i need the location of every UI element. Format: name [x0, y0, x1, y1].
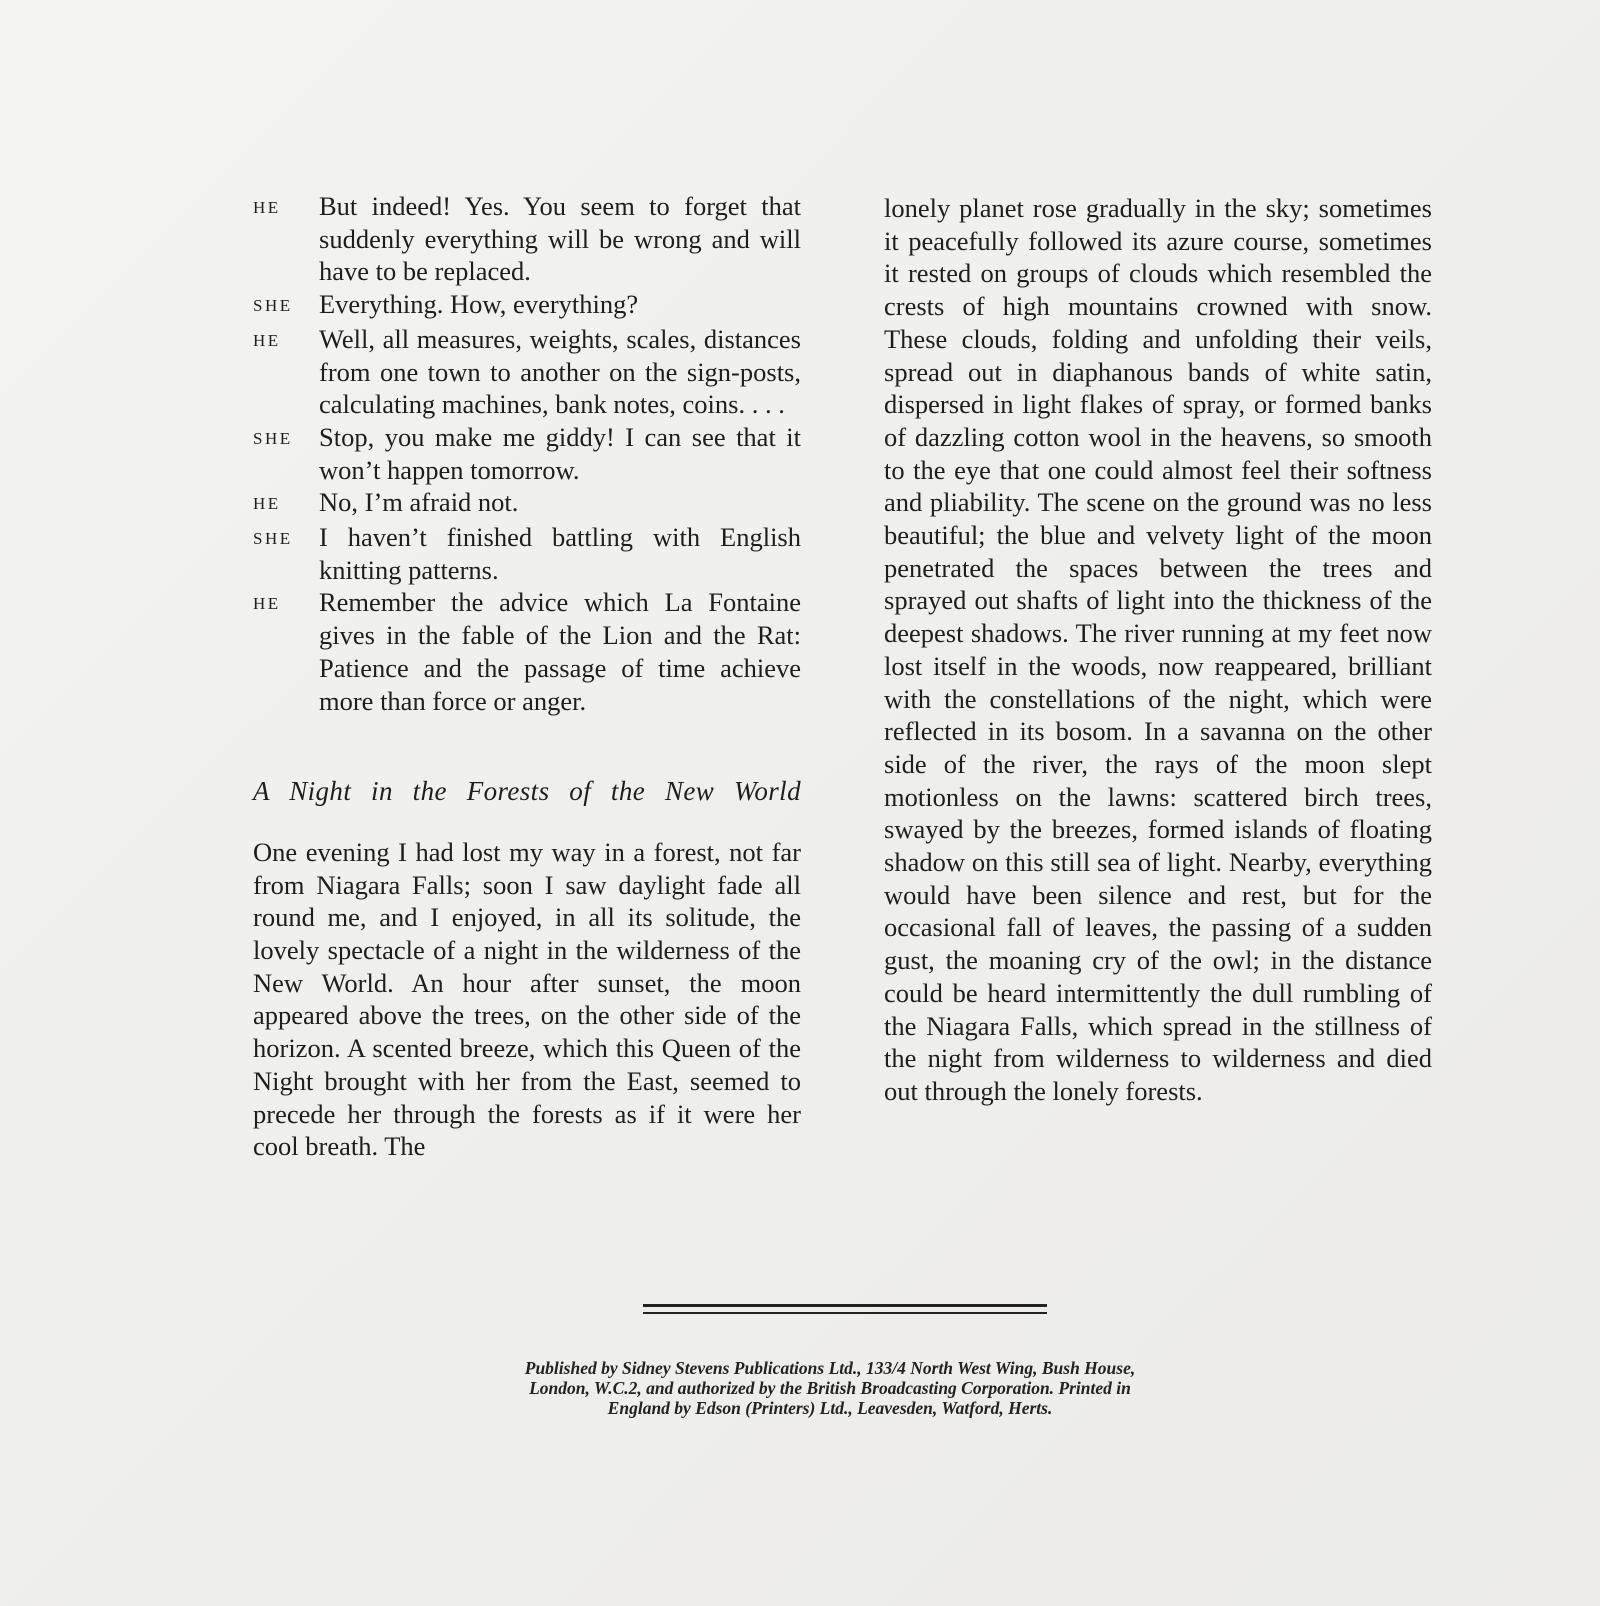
dialogue-line: [253, 486, 801, 521]
publisher-imprint: [410, 1358, 1250, 1418]
dialogue-line: [253, 323, 801, 421]
double-rule-bottom: [643, 1312, 1047, 1314]
speaker-label: SHE: [253, 428, 293, 448]
imprint-line: Published by Sidney Stevens Publications Ltd., 133/4 North West Wing, Bush House,: [524, 1358, 1136, 1378]
speech-text: No, I’m afraid not.: [319, 487, 519, 518]
double-rule-top: [643, 1304, 1047, 1307]
dialogue-line: [253, 288, 801, 323]
speaker-label: HE: [253, 494, 281, 514]
speaker-label: HE: [253, 330, 281, 350]
speech-text: Everything. How, everything?: [319, 289, 639, 320]
speech-text: I haven’t finished battling with English knitting patterns.: [319, 522, 801, 585]
prose-paragraph-left: One evening I had lost my way in a forest, not far from Niagara Falls; soon I saw daylight fade all round me, and I enjoyed, in all its solitude, the lovely spectacle of a night in the wilderness of the New World. An hour after sunset, the moon appeared above the trees, on the other side of the horizon. A scented breeze, which this Queen of the Night brought with her from the East, seemed to precede her through the forests as if it were her cool breath. The: [253, 836, 801, 1162]
speaker-label: SHE: [253, 296, 293, 316]
speech-text: But indeed! Yes. You seem to forget that suddenly everything will be wrong and will have to be replaced.: [319, 191, 801, 287]
imprint-line: England by Edson (Printers) Ltd., Leavesden, Watford, Herts.: [607, 1398, 1053, 1418]
dialogue: [253, 190, 801, 717]
speech-text: Well, all measures, weights, scales, distances from one town to another on the sign-posts, calculating machines, bank notes, coins. . . .: [319, 323, 801, 420]
dialogue-line: [253, 421, 801, 486]
speaker-label: HE: [253, 198, 281, 217]
right-column: [884, 192, 1432, 1108]
dialogue-line: [253, 586, 801, 717]
dialogue-line: [253, 521, 801, 586]
dialogue-line: [253, 190, 801, 288]
speaker-label: HE: [253, 594, 281, 614]
speaker-label: SHE: [253, 529, 293, 549]
imprint-line: London, W.C.2, and authorized by the British Broadcasting Corporation. Printed in: [529, 1378, 1131, 1398]
left-column: [253, 190, 801, 1163]
prose-paragraph-right: lonely planet rose gradually in the sky; sometimes it peacefully followed its azure course, sometimes it rested on groups of clouds which resembled the crests of high mountains crowned with snow. These clouds, folding and unfolding their veils, spread out in diaphanous bands of white satin, dispersed in light flakes of spray, or formed banks of dazzling cotton wool in the heavens, so smooth to the eye that one could almost feel their softness and pliability. The scene on the ground was no less beautiful; the blue and velvety light of the moon penetrated the spaces between the trees and sprayed out shafts of light into the thickness of the deepest shadows. The river running at my feet now lost itself in the woods, now reappeared, brilliant with the constellations of the night, which were reflected in its bosom. In a savanna on the other side of the river, the rays of the moon slept motionless on the lawns: scattered birch trees, swayed by the breezes, formed islands of floating shadow on this still sea of light. Nearby, everything would have been silence and rest, but for the occasional fall of leaves, the passing of a sudden gust, the moaning cry of the owl; in the distance could be heard intermittently the dull rumbling of the Niagara Falls, which spread in the stillness of the night from wilderness to wilderness and died out through the lonely forests.: [884, 193, 1432, 1106]
speech-text: Remember the advice which La Fontaine gives in the fable of the Lion and the Rat: Patience and the passage of time achieve more than force or anger.: [319, 587, 801, 716]
section-title: A Night in the Forests of the New World: [253, 776, 801, 807]
speech-text: Stop, you make me giddy! I can see that it won’t happen tomorrow.: [319, 421, 801, 485]
